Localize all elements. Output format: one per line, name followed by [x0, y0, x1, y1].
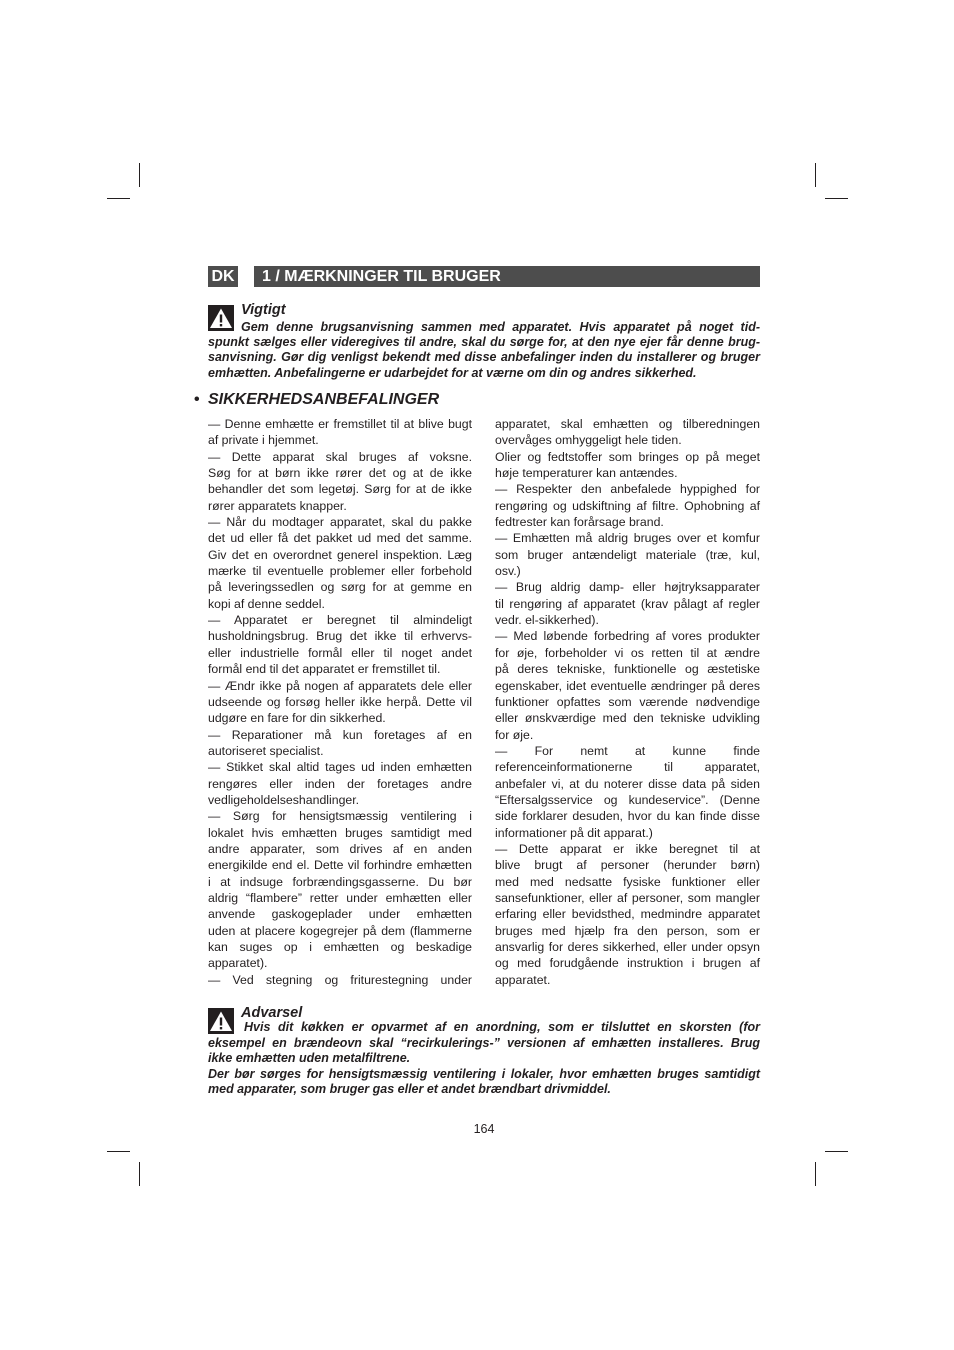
text-line: — Reparationer må kun foretages af en — [208, 727, 472, 742]
text-column-left — [208, 416, 472, 988]
text-line: eksempel en brændeovn skal “recirkulerings-” versionen af emhætten installeres. Brug — [208, 1035, 760, 1050]
text-line: Søg for at børn ikke rører det og at de ikke — [208, 466, 472, 481]
text-line: informationer på dit apparat.) — [495, 825, 653, 840]
text-line: i at indsuge forbrændingsgasserne. Du bør — [208, 874, 472, 889]
crop-mark — [825, 198, 848, 199]
text-line: på leveringssedlen og sørg for at gemme en — [208, 580, 472, 595]
text-line: behandler det som legetøj. Sørg for at de ikke — [208, 482, 472, 497]
text-line: for øje, forbeholder vi os retten til at ændre — [495, 645, 760, 660]
text-line: — Apparatet er beregnet til almindeligt — [208, 613, 472, 628]
crop-mark — [107, 198, 130, 199]
text-line: blive brugt af personer (herunder børn) — [495, 858, 760, 873]
page-number: 164 — [473, 1122, 495, 1136]
section-bullet: • — [194, 391, 200, 408]
crop-mark — [815, 1162, 816, 1186]
important-text — [208, 320, 760, 381]
text-line: udseende og forsøg heller ikke herpå. Dette vil — [208, 694, 472, 709]
text-line: apparatet, skal emhætten og tilberedningen — [495, 417, 760, 431]
important-heading: Vigtigt — [241, 302, 286, 318]
warning-text — [208, 1020, 760, 1098]
text-line: “Eftersalgsservice og kundeservice”. (Denne — [495, 792, 760, 807]
text-line: fedtrester kan forårsage brand. — [495, 515, 664, 530]
text-line: egenskaber, idet eventuelle ændringer på deres — [495, 678, 760, 693]
text-line: anbefaler vi, at du noterer disse data på siden — [495, 776, 760, 791]
text-line: kan suges op i emhætten og beskadige — [208, 940, 472, 954]
text-line: — Sørg for hensigtsmæssig ventilering i — [208, 809, 472, 824]
text-line: uden at placere kogegrejer på dem (flammerne — [208, 923, 472, 938]
text-line: emhætten. Anbefalingerne er udarbejdet for at værne om din og andres sikkerhed. — [208, 365, 697, 380]
text-line: mærke til eventuelle problemer eller forbehold — [208, 564, 472, 579]
text-line: energikilde end el. Dette vil forhindre emhætten — [208, 858, 472, 873]
warning-heading: Advarsel — [241, 1005, 303, 1021]
text-line: — Ved stegning og friturestegning under — [208, 972, 472, 987]
text-line: sansefunktioner, eller af personer, som mangler — [495, 890, 760, 905]
crop-mark — [825, 1151, 848, 1152]
text-line: ikke emhætten uden metalfiltrene. — [208, 1051, 411, 1066]
text-line: apparatet). — [208, 956, 268, 971]
text-line: Giv det en overordnet generel inspektion. Læg — [208, 547, 472, 562]
text-line: vedr. el-sikkerhed). — [495, 613, 599, 628]
text-line: som bruger antændeligt materiale (træ, kul, — [495, 547, 760, 562]
text-line: apparatet. — [495, 972, 551, 987]
text-line: erfaring eller bevidsthed, medmindre apparatet — [495, 907, 760, 922]
text-line: udgøre en fare for din sikkerhed. — [208, 711, 386, 726]
text-line: overvåges omhyggeligt hele tiden. — [495, 433, 682, 448]
text-line: andre apparater, som drives af en anden — [208, 841, 472, 856]
crop-mark — [139, 1162, 140, 1186]
text-line: referenceinformationerne til apparatet, — [495, 760, 760, 775]
text-line: lokalet hvis emhætten bruges samtidigt med — [208, 825, 472, 840]
text-line: Gem denne brugsanvisning sammen med apparatet. Hvis apparatet på noget tid- — [241, 319, 760, 334]
chapter-header-bar — [254, 266, 760, 287]
text-line: rengøres eller inden der foretages andre — [208, 776, 472, 791]
language-code-badge: DK — [208, 266, 238, 287]
text-line: — Med løbende forbedring af vores produkter — [495, 629, 760, 644]
text-line: aldrig “flambere” retter under emhætten eller — [208, 890, 472, 905]
text-line: — Respekter den anbefalede hyppighed for — [495, 482, 760, 497]
text-line: — Stikket skal altid tages ud inden emhætten — [208, 760, 472, 775]
text-line: husholdningsbrug. Brug det ikke til erhvervs- — [208, 629, 472, 644]
text-line: bruges med hjælp fra den person, som er — [495, 923, 760, 938]
text-line: eller industrielle formål eller til noget andet — [208, 645, 472, 660]
text-line: side forklarer desuden, hvor du kan finde disse — [495, 809, 760, 824]
crop-mark — [139, 163, 140, 187]
text-line: det ud eller få det pakket ud med det samme. — [208, 531, 472, 546]
text-line: rengøring og udskiftning af filtre. Ophobning af — [495, 498, 760, 513]
text-line: eller ønskværdige med den tekniske udvikling — [495, 711, 760, 726]
text-line: — Dette apparat er ikke beregnet til at — [495, 841, 760, 856]
text-line: autoriseret specialist. — [208, 743, 324, 758]
text-line: — For nemt at kunne finde — [495, 743, 760, 758]
text-line: Hvis dit køkken er opvarmet af en anordning, som er tilsluttet en skorsten (for — [244, 1020, 760, 1035]
text-line: sanvisning. Gør dig venligst bekendt med disse anbefalinger inden du installerer og bruger — [208, 350, 760, 365]
text-line: osv.) — [495, 564, 521, 579]
text-column-right — [495, 416, 760, 988]
text-line: rører apparatets knapper. — [208, 498, 347, 513]
text-line: kopi af denne seddel. — [208, 596, 325, 611]
text-line: ansvarlig for deres sikkerhed, eller under opsyn — [495, 940, 760, 954]
text-line: — Emhætten må aldrig bruges over et komfur — [495, 531, 760, 546]
crop-mark — [815, 163, 816, 187]
text-line: — Denne emhætte er fremstillet til at blive bugt — [208, 417, 472, 431]
text-line: — Dette apparat skal bruges af voksne. — [208, 449, 472, 464]
text-line: for øje. — [495, 727, 534, 742]
section-title: SIKKERHEDSANBEFALINGER — [208, 391, 440, 408]
text-line: Der bør sørges for hensigtsmæssig ventilering i lokaler, hvor emhætten bruges samtidigt — [208, 1066, 760, 1081]
text-line: — Brug aldrig damp- eller højtryksapparater — [495, 580, 760, 595]
text-line: vedligeholdelseshandlinger. — [208, 792, 360, 807]
text-line: anvende gaskogeplader under emhætten — [208, 907, 472, 922]
text-line: spunkt sælges eller videregives til andre, skal du sørge for, at den nye ejer får denne brug- — [208, 334, 760, 349]
text-line: — Når du modtager apparatet, skal du pakke — [208, 515, 472, 530]
text-line: — Ændr ikke på nogen af apparatets dele eller — [208, 678, 472, 693]
text-line: af private i hjemmet. — [208, 433, 319, 448]
text-line: til rengøring af apparatet (krav pålagt af regler — [495, 596, 760, 611]
text-line: med med nedsatte fysiske funktioner eller — [495, 874, 760, 889]
text-line: funktioner opfattes som værende nødvendige — [495, 694, 760, 709]
chapter-title: 1 / MÆRKNINGER TIL BRUGER — [262, 268, 501, 285]
text-line: og med forudgående instruktion i brugen af — [495, 956, 760, 971]
text-line: med apparater, som bruger gas eller et andet brændbart drivmiddel. — [208, 1082, 611, 1097]
text-line: Olier og fedtstoffer som bringes op på meget — [495, 449, 760, 464]
crop-mark — [107, 1151, 130, 1152]
text-line: på deres tekniske, funktionelle og æstetiske — [495, 662, 760, 677]
text-line: høje temperaturer kan antændes. — [495, 466, 678, 481]
text-line: formål end til det apparatet er fremstillet til. — [208, 662, 441, 677]
